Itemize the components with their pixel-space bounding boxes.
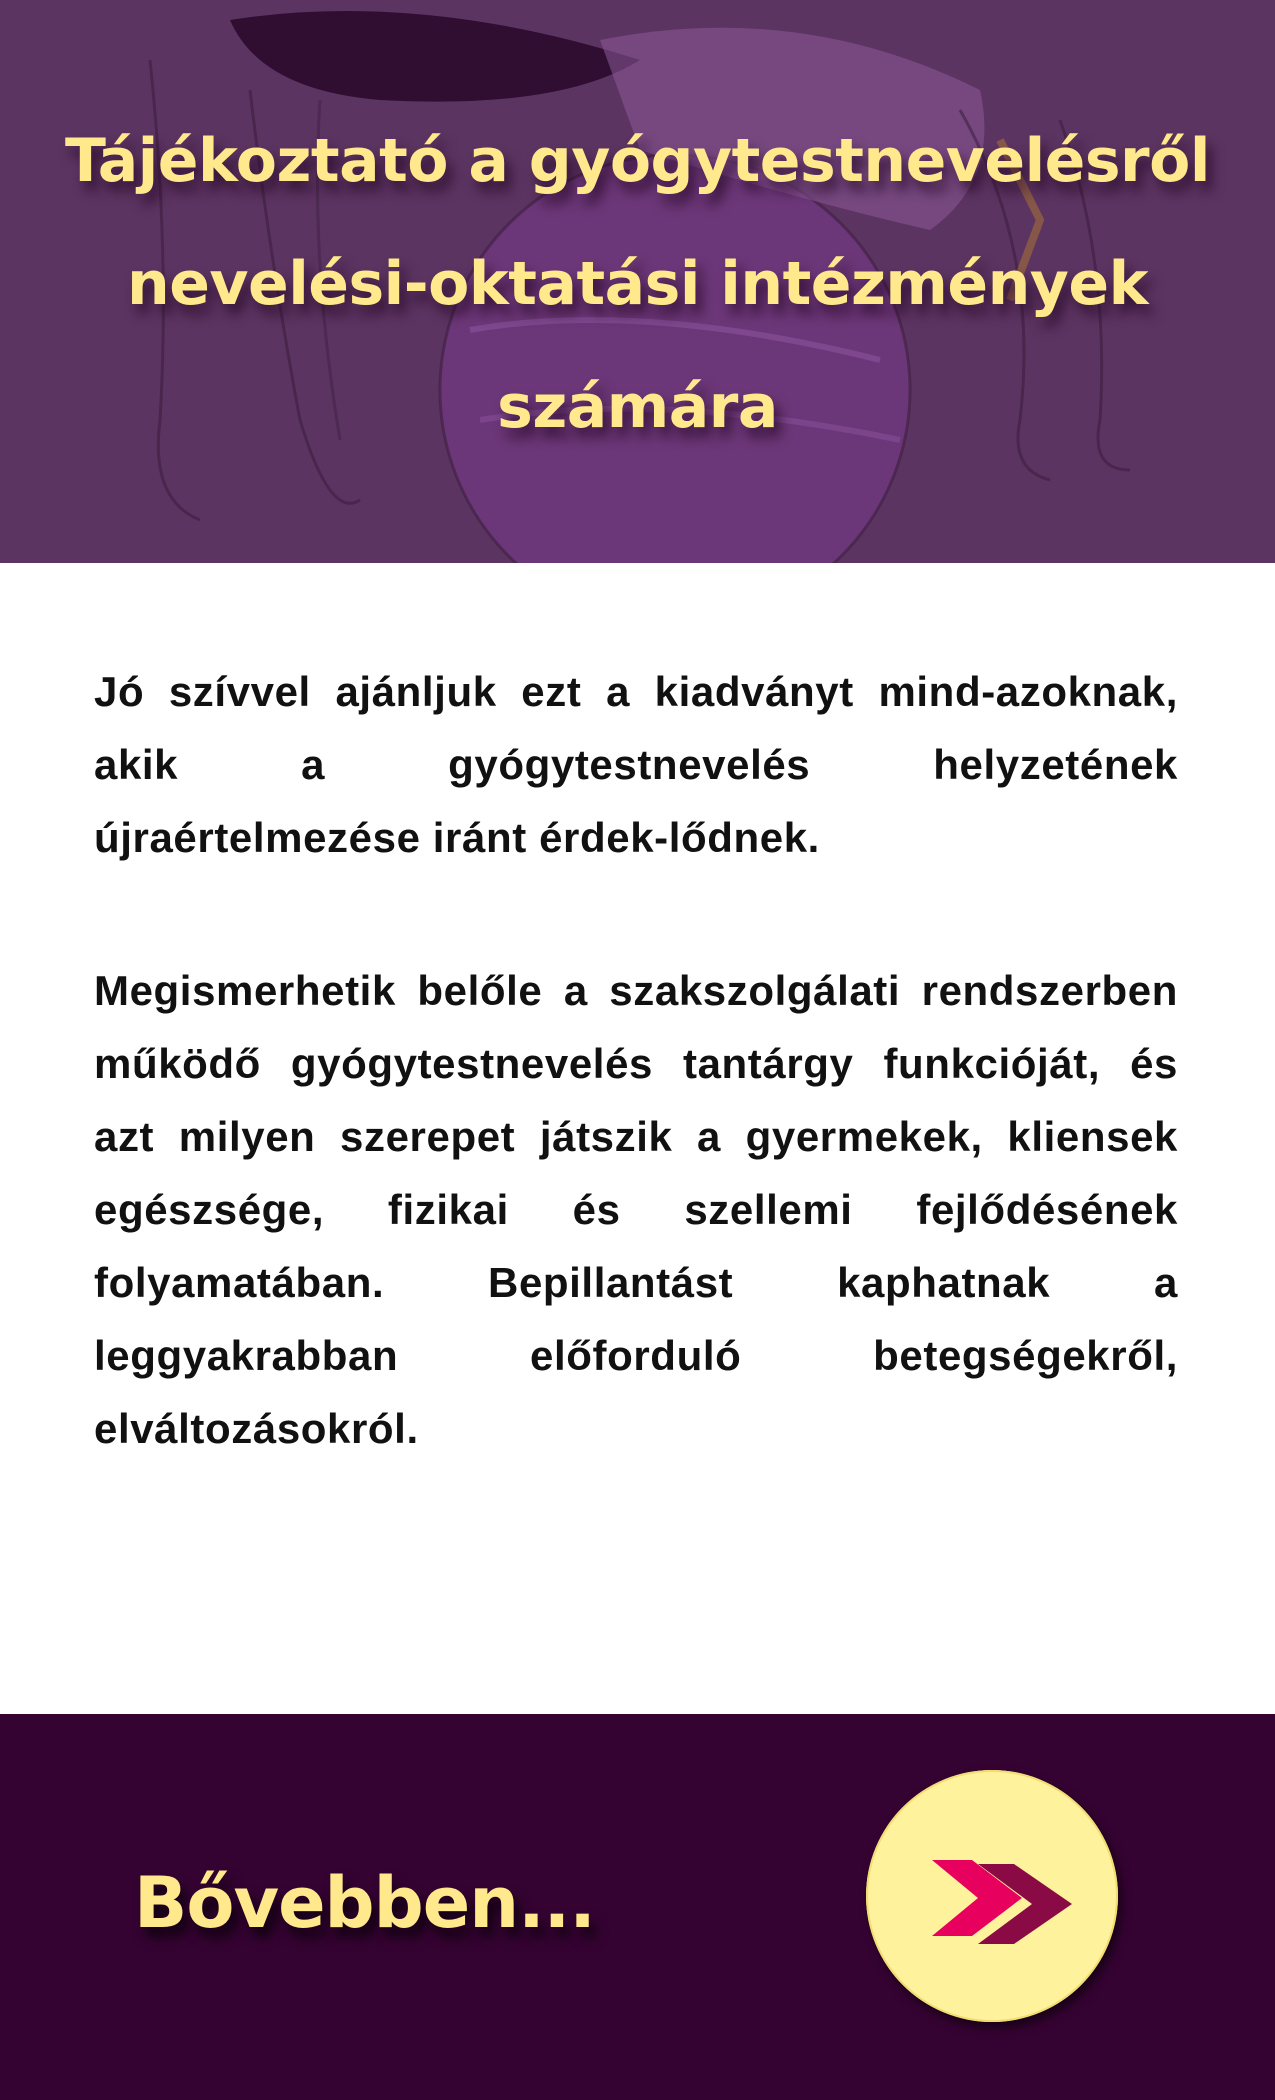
details-paragraph: Megismerhetik belőle a szakszolgálati rendszerben működő gyógytestnevelés tantárgy funkcióját, és azt milyen szerepet játszik a gyermekek, kliensek egészsége, fizikai és szellemi fejlődésének folyamatában. Bepillantást kaphatnak a leggyakrabban előforduló betegségekről, elváltozásokról. (94, 967, 1178, 1452)
intro-paragraph: Jó szívvel ajánljuk ezt a kiadványt mind-azoknak, akik a gyógytestnevelés helyzetének újraértelmezése iránt érdek-lődnek. (94, 668, 1178, 861)
page-title (0, 100, 1275, 469)
double-chevron-right-icon (866, 1770, 1118, 2022)
more-link[interactable]: Bővebben... (134, 1862, 595, 1944)
title-line-2: nevelési-oktatási intézmények (127, 249, 1148, 319)
next-button[interactable] (866, 1770, 1118, 2022)
title-line-3: számára (497, 372, 778, 442)
title-line-1: Tájékoztató a gyógytestnevelésről (65, 126, 1210, 196)
header-banner (0, 0, 1275, 563)
description-section (94, 655, 1178, 1465)
footer-bar (0, 1714, 1275, 2100)
